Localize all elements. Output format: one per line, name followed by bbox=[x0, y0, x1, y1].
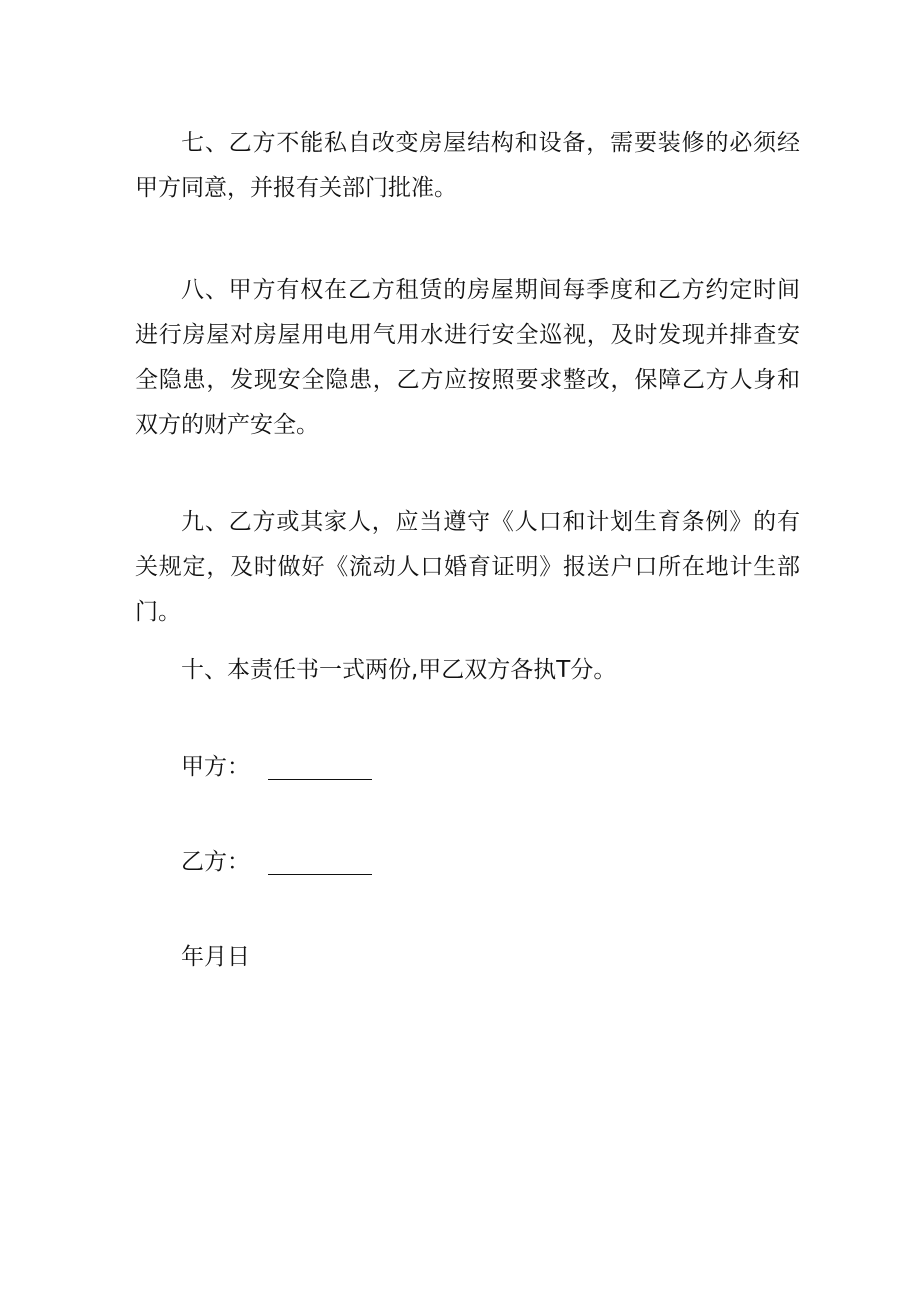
date-label: 年月日 bbox=[181, 944, 250, 970]
date-row bbox=[181, 935, 250, 980]
clause-10-paragraph: 十、本责任书一式两份,甲乙双方各执Τ分。 bbox=[181, 657, 617, 683]
clause-9-paragraph: 九、乙方或其家人，应当遵守《人口和计划生育条例》的有关规定，及时做好《流动人口婚育证明》报送户口所在地计生部门。 bbox=[135, 509, 800, 625]
party-b-label: 乙方： bbox=[181, 849, 250, 875]
party-b-signature-blank bbox=[268, 850, 372, 875]
clause-7-paragraph: 七、乙方不能私自改变房屋结构和设备，需要装修的必须经甲方同意，并报有关部门批准。 bbox=[135, 130, 800, 201]
party-b-signature-row bbox=[181, 840, 372, 885]
party-a-signature-blank bbox=[268, 755, 372, 780]
party-a-label: 甲方： bbox=[181, 754, 250, 780]
clause-8-paragraph: 八、甲方有权在乙方租赁的房屋期间每季度和乙方约定时间进行房屋对房屋用电用气用水进行安全巡视，及时发现并排查安全隐患，发现安全隐患，乙方应按照要求整改，保障乙方人身和双方的财产安全。 bbox=[135, 277, 800, 438]
party-a-signature-row bbox=[181, 745, 372, 790]
